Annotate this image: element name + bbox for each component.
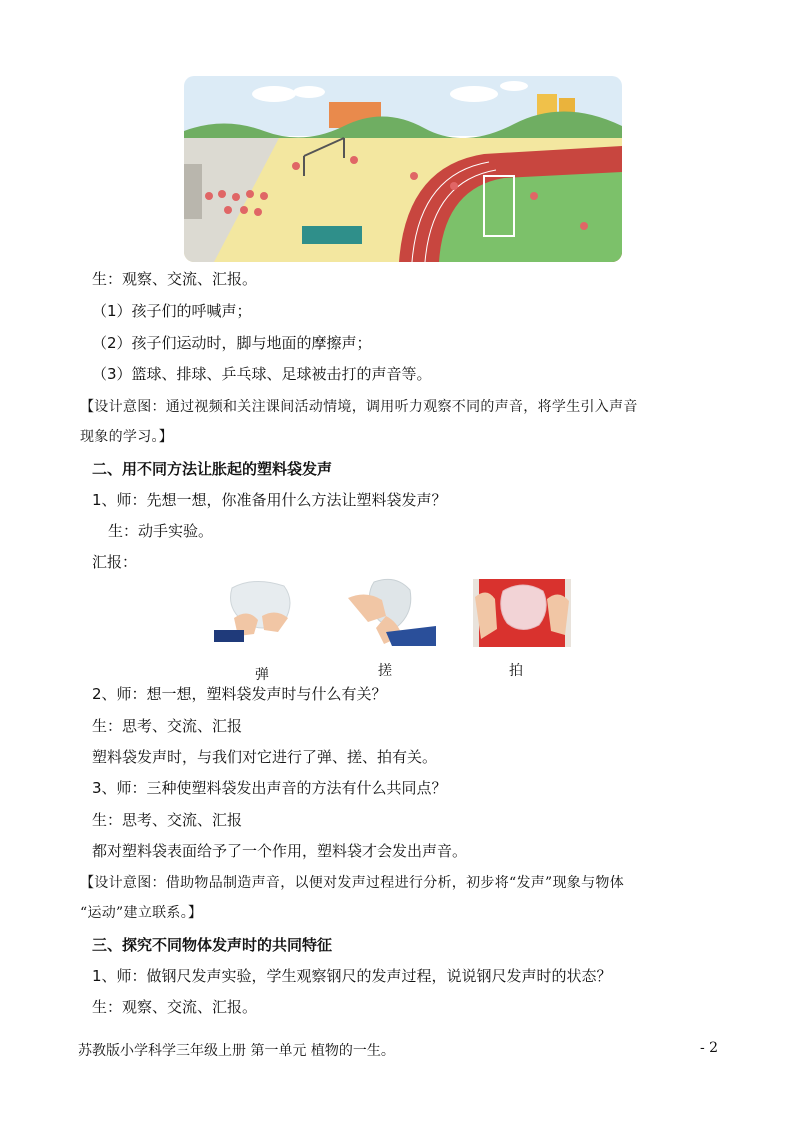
design-intent-note: 【设计意图：借助物品制造声音，以便对发声过程进行分析，初步将“发声”现象与物体 xyxy=(80,875,625,891)
text-line: （3）篮球、排球、乒乓球、足球被击打的声音等。 xyxy=(92,365,432,383)
flick-bag-photo xyxy=(214,578,298,642)
caption-rub: 搓 xyxy=(378,663,392,679)
text-line: （1）孩子们的呼喊声； xyxy=(92,302,252,320)
text-line: 2、师：想一想，塑料袋发声时与什么有关？ xyxy=(92,685,387,703)
text-line: 1、师：做钢尺发声实验，学生观察钢尺的发声过程，说说钢尺发声时的状态？ xyxy=(92,967,612,985)
caption-flick: 弹 xyxy=(255,667,269,683)
text-line: 生：观察、交流、汇报。 xyxy=(92,998,258,1016)
page-number: - 2 xyxy=(700,1040,719,1056)
text-line: 生：观察、交流、汇报。 xyxy=(92,270,258,288)
playground-illustration xyxy=(184,76,622,262)
caption-pat: 拍 xyxy=(509,663,523,679)
design-intent-note: 现象的学习。】 xyxy=(80,429,174,445)
text-line: 汇报： xyxy=(92,553,138,571)
text-line: 塑料袋发声时，与我们对它进行了弹、搓、拍有关。 xyxy=(92,748,438,766)
text-line: 都对塑料袋表面给予了一个作用，塑料袋才会发出声音。 xyxy=(92,842,468,860)
text-line: 生：思考、交流、汇报 xyxy=(92,811,243,829)
text-line: 1、师：先想一想，你准备用什么方法让塑料袋发声？ xyxy=(92,491,447,509)
design-intent-note: 【设计意图：通过视频和关注课间活动情境，调用听力观察不同的声音，将学生引入声音 xyxy=(80,399,638,415)
text-line: 生：动手实验。 xyxy=(108,522,214,540)
section-heading: 二、用不同方法让胀起的塑料袋发声 xyxy=(92,460,333,478)
design-intent-note: “运动”建立联系。】 xyxy=(80,905,203,921)
text-line: （2）孩子们运动时，脚与地面的摩擦声； xyxy=(92,334,372,352)
footer-text: 苏教版小学科学三年级上册 第一单元 植物的一生。 xyxy=(78,1043,395,1059)
text-line: 3、师：三种使塑料袋发出声音的方法有什么共同点？ xyxy=(92,779,447,797)
section-heading: 三、探究不同物体发声时的共同特征 xyxy=(92,936,333,954)
pat-bag-photo xyxy=(473,579,571,647)
rub-bag-photo xyxy=(346,576,436,646)
text-line: 生：思考、交流、汇报 xyxy=(92,717,243,735)
